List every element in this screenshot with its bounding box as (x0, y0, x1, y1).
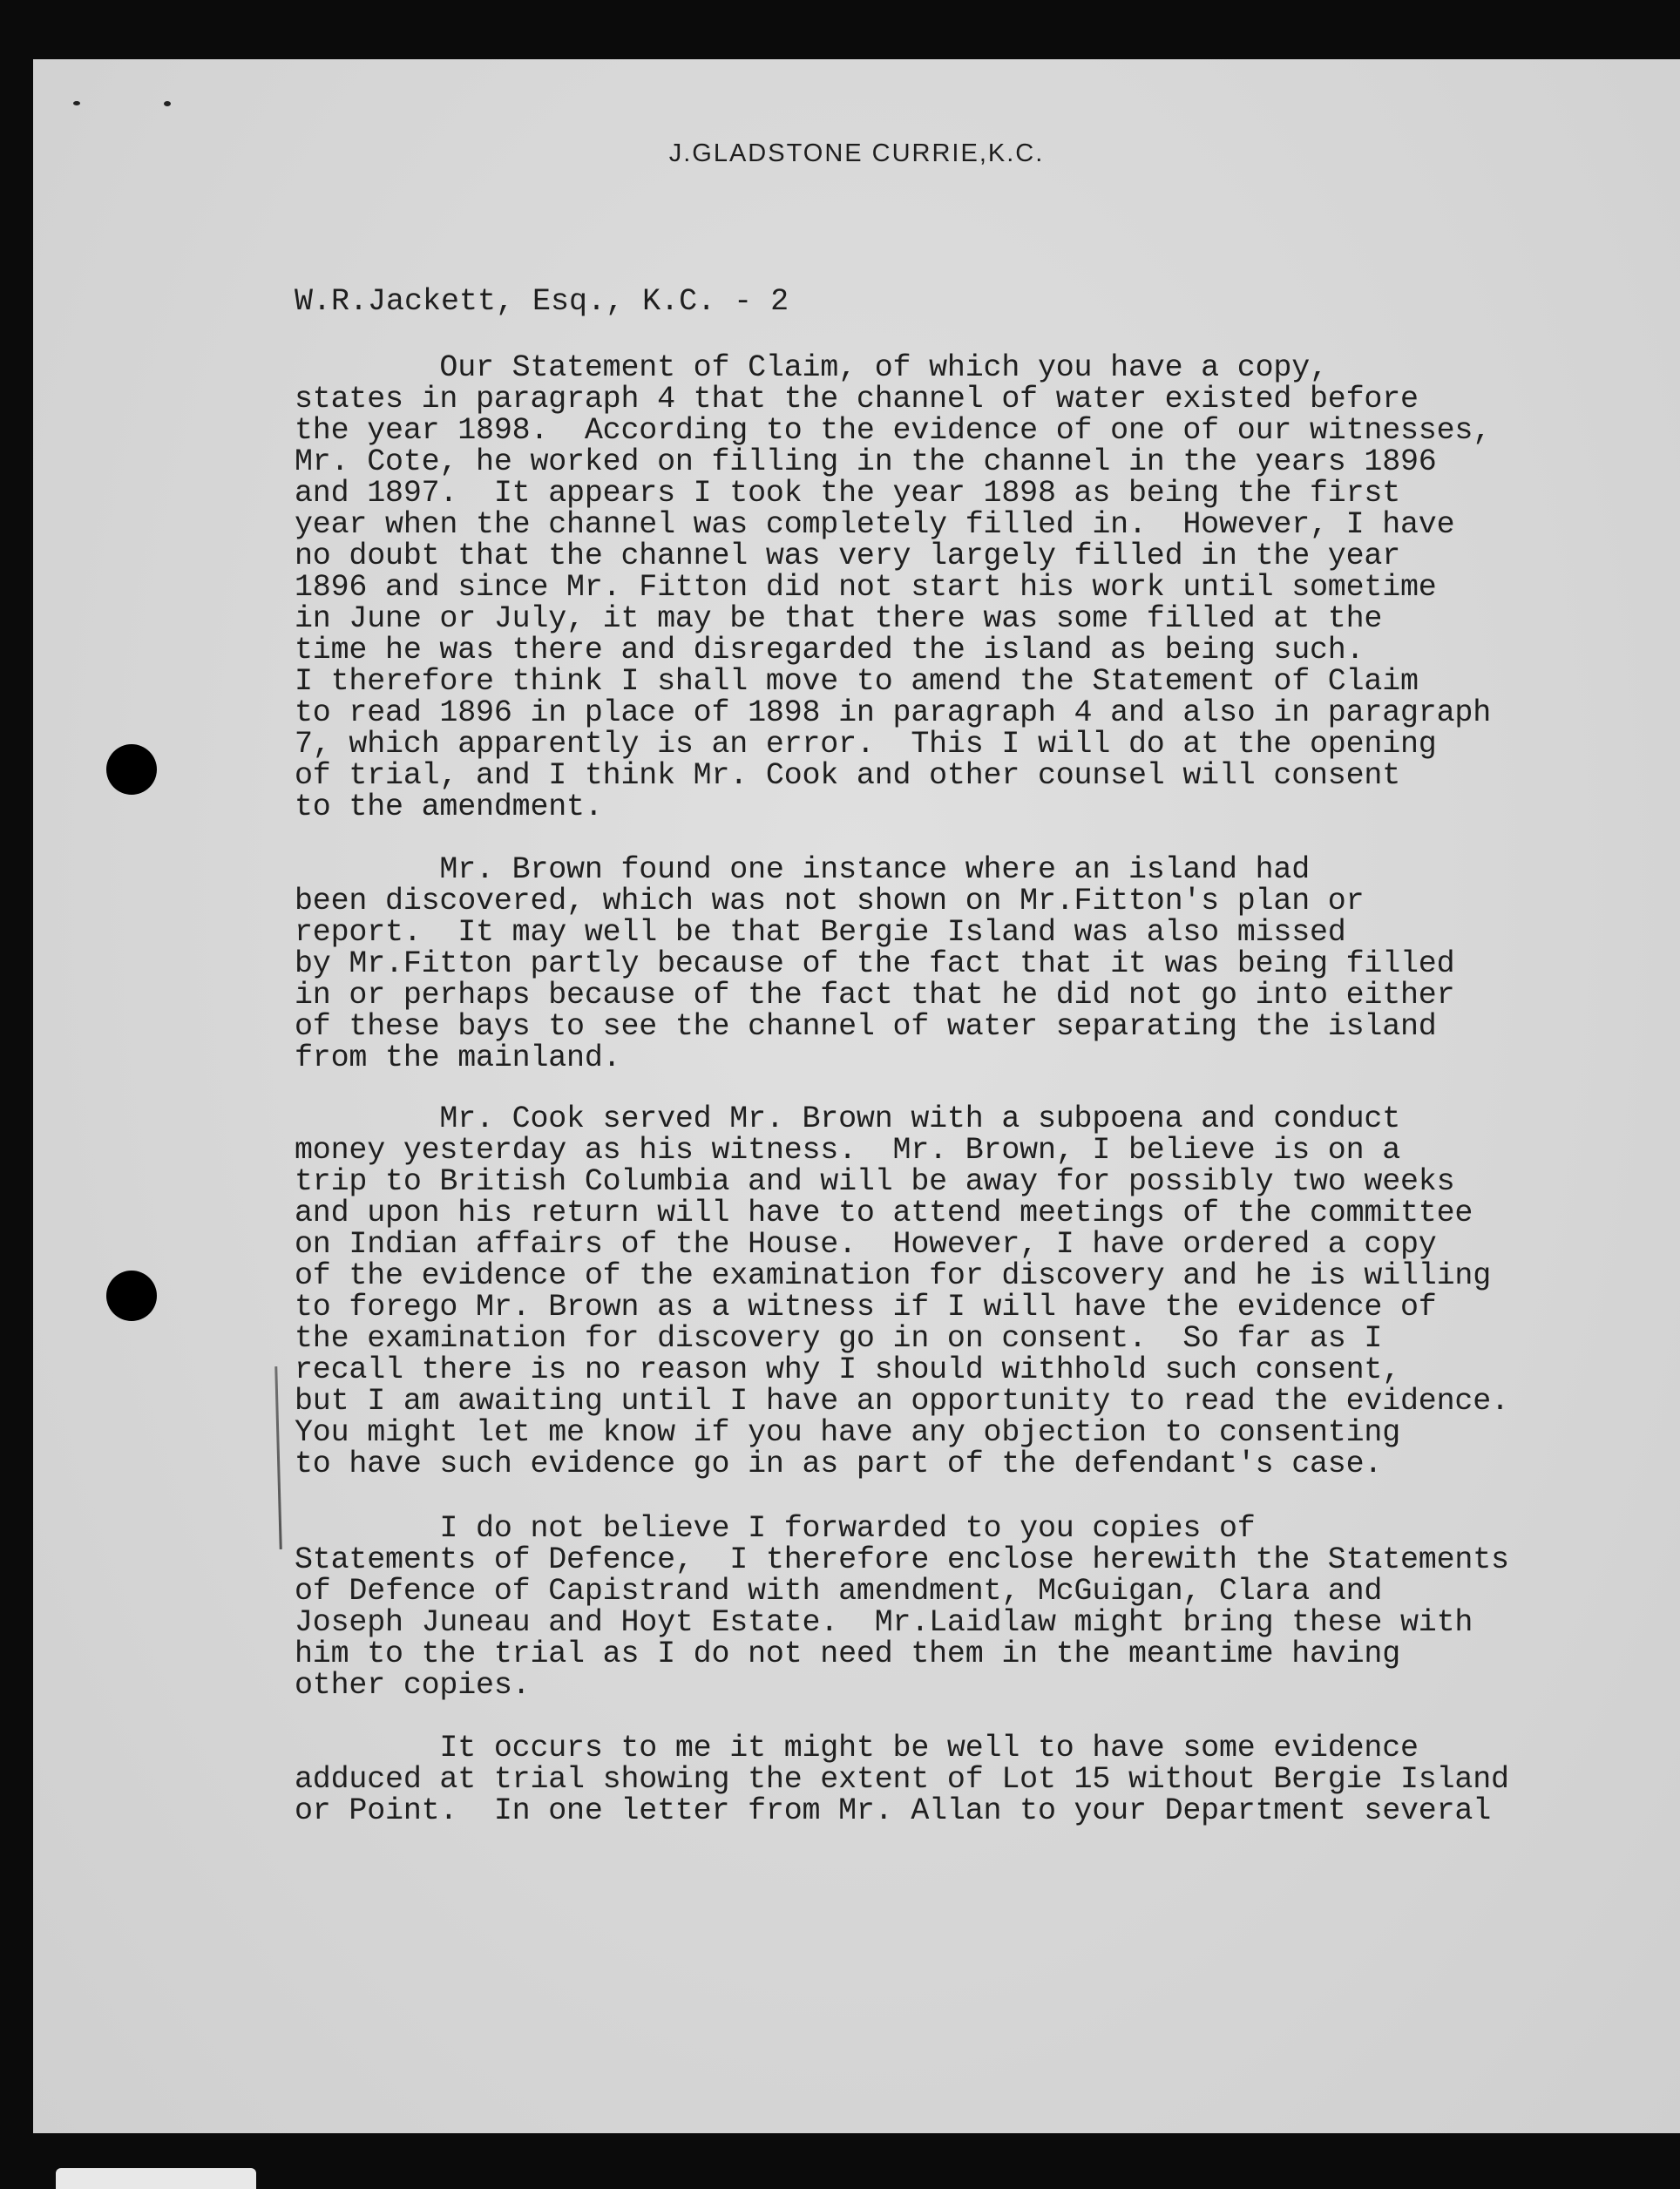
text-line: from the mainland. (295, 1040, 621, 1075)
text-line: money yesterday as his witness. Mr. Brown, I believe is on a (295, 1133, 1401, 1168)
text-line: Mr. Brown found one instance where an island had (295, 852, 1310, 887)
text-line: in June or July, it may be that there was some filled at the (295, 601, 1383, 636)
paragraph-subpoena (295, 1103, 1509, 1480)
text-line: and 1897. It appears I took the year 1898 as being the first (295, 476, 1401, 511)
text-line: Mr. Cook served Mr. Brown with a subpoena and conduct (295, 1101, 1401, 1136)
text-line: to have such evidence go in as part of the defendant's case. (295, 1447, 1383, 1481)
letter-page (33, 59, 1680, 2133)
text-line: been discovered, which was not shown on Mr.Fitton's plan or (295, 884, 1365, 918)
letterhead: J.GLADSTONE CURRIE,K.C. (668, 139, 1045, 167)
text-line: or Point. In one letter from Mr. Allan to your Department several (295, 1793, 1492, 1828)
text-line: time he was there and disregarded the island as being such. (295, 633, 1365, 668)
text-line: Joseph Juneau and Hoyt Estate. Mr.Laidlaw might bring these with (295, 1605, 1473, 1640)
text-line: and upon his return will have to attend meetings of the committee (295, 1196, 1473, 1230)
text-line: adduced at trial showing the extent of Lot 15 without Bergie Island (295, 1762, 1509, 1797)
text-line: 1896 and since Mr. Fitton did not start his work until sometime (295, 570, 1437, 605)
text-line: You might let me know if you have any objection to consenting (295, 1415, 1401, 1450)
text-line: the examination for discovery go in on consent. So far as I (295, 1321, 1383, 1356)
text-line: to forego Mr. Brown as a witness if I will have the evidence of (295, 1290, 1437, 1325)
ink-speck (164, 101, 171, 106)
text-line: no doubt that the channel was very largely filled in the year (295, 539, 1401, 573)
text-line: to the amendment. (295, 790, 603, 824)
paragraph-lot-15 (295, 1732, 1509, 1826)
text-line: I do not believe I forwarded to you copies of (295, 1511, 1256, 1546)
text-line: of Defence of Capistrand with amendment, McGuigan, Clara and (295, 1574, 1383, 1609)
punch-hole-bottom (106, 1271, 157, 1321)
punch-hole-top (106, 744, 157, 795)
paragraph-bergie-island (295, 854, 1454, 1074)
text-line: year when the channel was completely filled in. However, I have (295, 507, 1455, 542)
margin-pencil-mark (274, 1366, 281, 1549)
text-line: but I am awaiting until I have an opportunity to read the evidence. (295, 1384, 1509, 1419)
text-line: of the evidence of the examination for discovery and he is willing (295, 1258, 1492, 1293)
text-line: of trial, and I think Mr. Cook and other counsel will consent (295, 758, 1401, 793)
text-line: by Mr.Fitton partly because of the fact that it was being filled (295, 946, 1455, 981)
text-line: the year 1898. According to the evidence of one of our witnesses, (295, 413, 1492, 448)
text-line: 7, which apparently is an error. This I will do at the opening (295, 727, 1437, 762)
text-line: Our Statement of Claim, of which you have a copy, (295, 350, 1328, 385)
ink-speck (73, 101, 80, 105)
text-line: trip to British Columbia and will be away for possibly two weeks (295, 1164, 1455, 1199)
text-line: Mr. Cote, he worked on filling in the channel in the years 1896 (295, 444, 1437, 479)
text-line: other copies. (295, 1668, 531, 1703)
text-line: of these bays to see the channel of water separating the island (295, 1009, 1437, 1044)
page-heading: W.R.Jackett, Esq., K.C. - 2 (295, 284, 789, 319)
text-line: on Indian affairs of the House. However, I have ordered a copy (295, 1227, 1437, 1262)
paragraph-statements-of-defence (295, 1513, 1509, 1701)
text-line: report. It may well be that Bergie Island was also missed (295, 915, 1346, 950)
text-line: I therefore think I shall move to amend the Statement of Claim (295, 664, 1419, 699)
text-line: Statements of Defence, I therefore enclose herewith the Statements (295, 1542, 1509, 1577)
paper-edge-strip (56, 2168, 256, 2189)
paragraph-statement-of-claim (295, 352, 1491, 823)
text-line: It occurs to me it might be well to have some evidence (295, 1731, 1419, 1765)
text-line: in or perhaps because of the fact that he did not go into either (295, 978, 1455, 1013)
text-line: him to the trial as I do not need them in the meantime having (295, 1637, 1401, 1671)
text-line: to read 1896 in place of 1898 in paragraph 4 and also in paragraph (295, 695, 1492, 730)
text-line: recall there is no reason why I should withhold such consent, (295, 1352, 1401, 1387)
text-line: states in paragraph 4 that the channel of water existed before (295, 382, 1419, 417)
